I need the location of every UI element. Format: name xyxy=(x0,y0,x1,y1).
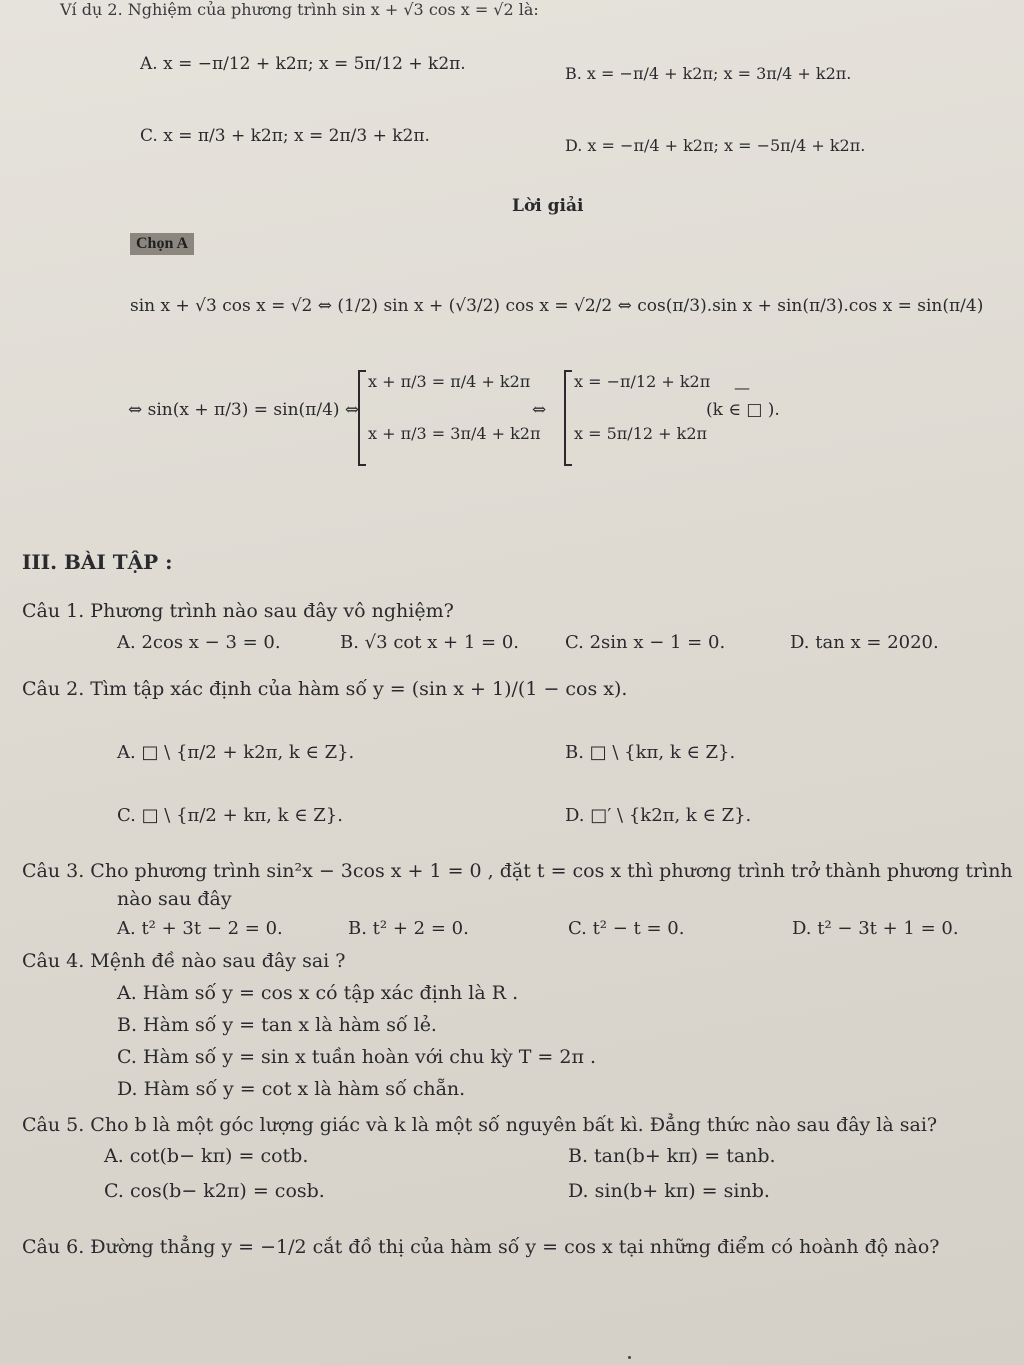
q3-option-d: D. t² − 3t + 1 = 0. xyxy=(792,918,959,939)
q3-option-c: C. t² − t = 0. xyxy=(568,918,685,939)
q4-option-c: C. Hàm số y = sin x tuần hoàn với chu kỳ T = 2π . xyxy=(117,1046,597,1068)
q2-title: Câu 2. Tìm tập xác định của hàm số y = (sin x + 1)/(1 − cos x). xyxy=(22,678,628,700)
q1-option-c: C. 2sin x − 1 = 0. xyxy=(565,632,726,653)
example-header: Ví dụ 2. Nghiệm của phương trình sin x + √3 cos x = √2 là: xyxy=(60,0,539,19)
case-2-line-2: x = 5π/12 + k2π xyxy=(574,424,708,443)
solution-step-2-left: ⇔ sin(x + π/3) = sin(π/4) ⇔ xyxy=(128,400,360,420)
example-option-c: C. x = π/3 + k2π; x = 2π/3 + k2π. xyxy=(140,126,430,146)
q5-option-c: C. cos(b− k2π) = cosb. xyxy=(104,1180,325,1202)
q4-option-a: A. Hàm số y = cos x có tập xác định là R . xyxy=(117,982,519,1004)
q2-option-c: C. □ \ {π/2 + kπ, k ∈ Z}. xyxy=(117,805,343,826)
q1-option-b: B. √3 cot x + 1 = 0. xyxy=(340,632,520,653)
q2-option-a: A. □ \ {π/2 + k2π, k ∈ Z}. xyxy=(117,742,355,763)
case-2-line-1: x = −π/12 + k2π xyxy=(574,372,711,391)
k-domain: (k ∈ □ ). xyxy=(706,400,780,420)
q6-title: Câu 6. Đường thẳng y = −1/2 cắt đồ thị của hàm số y = cos x tại những điểm có hoành độ nào? xyxy=(22,1236,940,1258)
choice-badge: Chọn A xyxy=(130,233,194,255)
q2-option-b: B. □ \ {kπ, k ∈ Z}. xyxy=(565,742,736,763)
q5-title: Câu 5. Cho b là một góc lượng giác và k là một số nguyên bất kì. Đẳng thức nào sau đây là sai? xyxy=(22,1114,938,1136)
q2-option-d: D. □′ \ {k2π, k ∈ Z}. xyxy=(565,805,752,826)
equivalence-arrow: ⇔ xyxy=(532,400,547,420)
case-1-line-2: x + π/3 = 3π/4 + k2π xyxy=(368,424,541,443)
q4-option-d: D. Hàm số y = cot x là hàm số chẵn. xyxy=(117,1078,466,1100)
q3-title-line-2: nào sau đây xyxy=(117,888,232,910)
example-option-a: A. x = −π/12 + k2π; x = 5π/12 + k2π. xyxy=(140,54,466,74)
solution-step-1: sin x + √3 cos x = √2 ⇔ (1/2) sin x + (√3/2) cos x = √2/2 ⇔ cos(π/3).sin x + sin(π/3).cos x = sin(π/4) xyxy=(130,296,984,316)
q5-option-a: A. cot(b− kπ) = cotb. xyxy=(104,1145,309,1167)
paper-speck xyxy=(628,1356,631,1359)
stray-mark: — xyxy=(734,378,750,397)
example-option-d: D. x = −π/4 + k2π; x = −5π/4 + k2π. xyxy=(565,136,866,155)
q3-option-b: B. t² + 2 = 0. xyxy=(348,918,469,939)
section-title: III. BÀI TẬP : xyxy=(22,550,173,574)
solution-title: Lời giải xyxy=(512,196,584,216)
q5-option-d: D. sin(b+ kπ) = sinb. xyxy=(568,1180,770,1202)
q4-title: Câu 4. Mệnh đề nào sau đây sai ? xyxy=(22,950,346,972)
case-1-line-1: x + π/3 = π/4 + k2π xyxy=(368,372,531,391)
q3-option-a: A. t² + 3t − 2 = 0. xyxy=(117,918,283,939)
example-option-b: B. x = −π/4 + k2π; x = 3π/4 + k2π. xyxy=(565,64,852,83)
q1-option-a: A. 2cos x − 3 = 0. xyxy=(117,632,281,653)
q1-title: Câu 1. Phương trình nào sau đây vô nghiệm? xyxy=(22,600,454,622)
q4-option-b: B. Hàm số y = tan x là hàm số lẻ. xyxy=(117,1014,437,1036)
q3-title-line-1: Câu 3. Cho phương trình sin²x − 3cos x + 1 = 0 , đặt t = cos x thì phương trình trở thành phương trình xyxy=(22,860,1013,882)
q5-option-b: B. tan(b+ kπ) = tanb. xyxy=(568,1145,776,1167)
q1-option-d: D. tan x = 2020. xyxy=(790,632,939,653)
